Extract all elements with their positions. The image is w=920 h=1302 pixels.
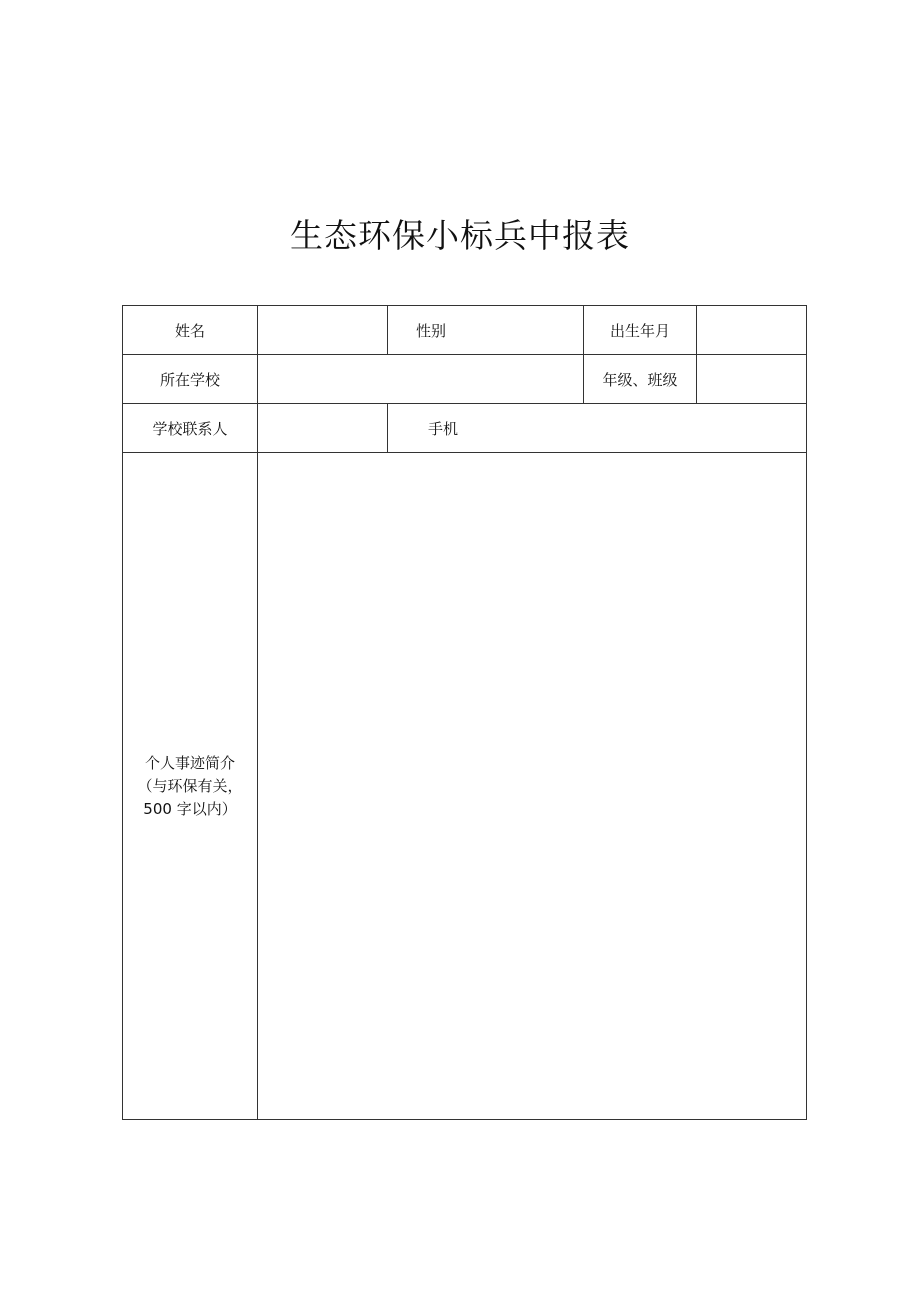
description-field[interactable]	[258, 453, 807, 1120]
school-field[interactable]	[258, 355, 584, 404]
form-row-description	[123, 453, 807, 1120]
school-contact-label: 学校联系人	[123, 404, 258, 453]
form-row-school	[123, 355, 807, 404]
school-contact-field[interactable]	[258, 404, 388, 453]
name-field[interactable]	[258, 306, 388, 355]
form-row-basic-info	[123, 306, 807, 355]
form-title: 生态环保小标兵中报表	[290, 216, 630, 255]
description-label-line2: （与环保有关，	[137, 776, 243, 795]
form-row-contact	[123, 404, 807, 453]
name-label: 姓名	[123, 306, 258, 355]
description-label	[123, 453, 258, 1120]
grade-class-label: 年级、班级	[584, 355, 697, 404]
school-label: 所在学校	[123, 355, 258, 404]
birth-date-label: 出生年月	[584, 306, 697, 355]
grade-class-field[interactable]	[697, 355, 807, 404]
gender-label: 性别	[388, 306, 584, 355]
birth-date-field[interactable]	[697, 306, 807, 355]
phone-label: 手机	[388, 404, 807, 453]
description-label-line3: 500 字以内）	[143, 799, 237, 818]
application-form-table	[122, 305, 807, 1120]
description-label-line1: 个人事迹简介	[144, 753, 235, 772]
